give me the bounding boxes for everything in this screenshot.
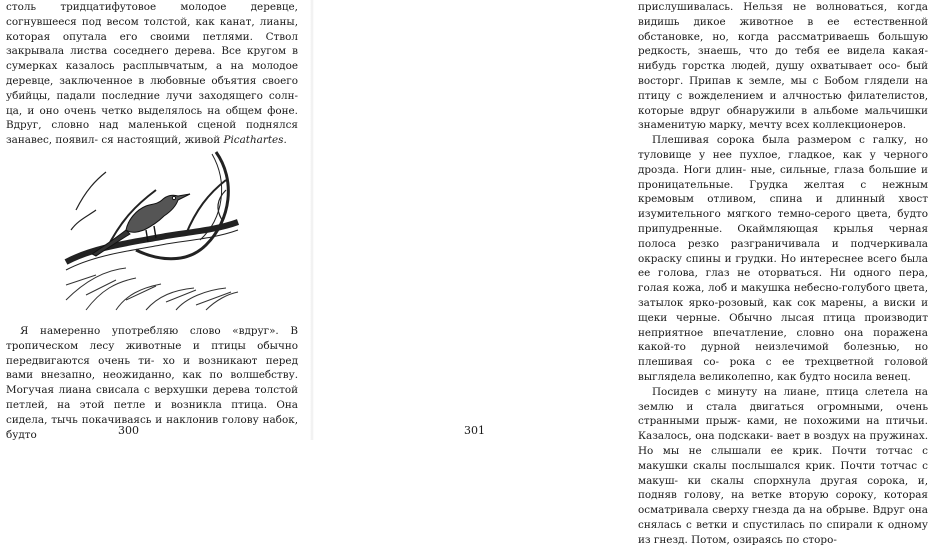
sentence-end: . xyxy=(283,134,287,147)
text-line: спирали к одному из гнезд. Потом, озираясь по сторо- xyxy=(638,518,928,546)
right-paragraphs xyxy=(638,0,928,547)
text-line: по волшебству. Могучая лиана свисала с верхушки дерева xyxy=(6,369,298,397)
text-line: хо и возникают перед вами внезапно, неожиданно, как xyxy=(6,354,298,382)
text-line: скалы послышался крик. Почти тотчас с макуш- xyxy=(638,459,928,487)
text-line: прислушивалась. Нельзя не волноваться, когда видишь xyxy=(638,1,928,28)
text-line: под весом толстой, как канат, лианы, которая опутала xyxy=(6,15,298,43)
left-page xyxy=(0,0,312,440)
text-line: обнаружили в альбоме мальчишки знаменитую марку, xyxy=(638,104,928,132)
text-line: ки скалы спорхнула другая сорока, и, подняв голову, xyxy=(638,474,928,502)
text-line: производит неприятное впечатление, словно она поражена xyxy=(638,311,928,339)
text-line: ся настоящий, живой xyxy=(101,134,224,147)
left-bottom-paragraph xyxy=(6,324,298,442)
text-line: небесно-голубого цвета, затылок ярко-розовый, как сок xyxy=(638,282,928,309)
left-top-paragraph xyxy=(6,0,298,148)
text-line: а на молодое деревце, заключенное в любовные объятия xyxy=(6,60,298,87)
text-line: Посидев с минуту на лиане, птица слетела на землю xyxy=(638,385,928,413)
text-line: оторваться. Ни одного пера, голая кожа, лоб и макушка xyxy=(638,267,928,295)
text-line: с вожделением и алчностью филателистов, которые вдруг xyxy=(638,89,928,117)
text-line: рока с ее трехцветной головой выглядела великолепно, xyxy=(638,356,928,383)
text-line: сидела, тычь покачиваясь и наклонив голову набок, будто xyxy=(6,413,298,441)
text-line: резко разграничивала и подчеркивала окраску спины xyxy=(638,237,928,265)
text-line: словно над маленькой сценой поднялся занавес, появил- xyxy=(6,119,298,147)
text-line: мечту всех коллекционеров. xyxy=(749,119,907,132)
bird-on-liana-illustration xyxy=(66,150,238,310)
text-line: как будто носила венец. xyxy=(777,370,911,383)
text-line: его своими петлями. Ствол закрывала листва соседнего xyxy=(6,30,298,58)
text-line: ные, сильные, глаза большие и проницательные. Грудка xyxy=(638,163,928,191)
page-number-right: 301 xyxy=(464,424,485,437)
text-line: марены, а виски и щеки черные. Обычно лысая птица xyxy=(638,296,928,324)
right-paragraph-3 xyxy=(638,385,928,547)
text-line: толстой петлей, на этой петле и возникла птица. Она xyxy=(6,384,298,411)
text-line: желтая с нежным кремовым отливом, спина и длинный xyxy=(638,178,928,206)
text-line: Я намеренно употребляю слово «вдруг». В тропическом xyxy=(6,325,298,352)
text-line: видела какая-нибудь горстка людей, душу охватывает осо- xyxy=(638,45,928,73)
text-line: и грудки. Но интереснее всего была ее голова, глаз не xyxy=(638,252,928,280)
text-line: лесу животные и птицы обычно передвигаются очень ти- xyxy=(6,339,298,367)
right-paragraph-2 xyxy=(638,133,928,385)
text-line: столь тридцатифутовое молодое деревце, согнувшееся xyxy=(6,1,298,28)
text-line: на ветке вторую сороку, которая осматривала сверху гнезда xyxy=(638,489,928,517)
text-line: бый восторг. Припав к земле, мы с Бобом глядели на птицу xyxy=(638,60,928,102)
text-line: своего убийцы, падали последние лучи заходящего солн- xyxy=(6,74,298,102)
text-line: вает в воздух на пружинах. Но мы не слышали ее крик. Почти тотчас с макушки xyxy=(638,430,928,472)
text-line: какой-то дурной неизлечимой болезнью, но плешивая со- xyxy=(638,341,928,369)
text-line: и стала двигаться огромными, очень странными прыж- xyxy=(638,400,928,428)
text-line: да на обрыве. Вдруг она снялась с ветки и спустилась по xyxy=(638,504,928,531)
text-line: хвост изумительного мягкого темно-серого цвета, будто xyxy=(638,193,928,221)
right-paragraph-1 xyxy=(638,0,928,133)
text-line: рассматриваешь большую редкость, знаешь, что до тебя ее xyxy=(638,30,928,58)
text-line: дикое животное в ее естественной обстановке, но, когда xyxy=(638,15,928,43)
text-line: припудренные. Окаймляющая крылья черная полоса xyxy=(638,222,928,250)
right-page xyxy=(312,0,928,546)
species-name: Picathartes xyxy=(223,134,284,147)
text-line: ками, не похожими на птичьи. Казалось, она подскаки- xyxy=(638,415,928,443)
page-number-left: 300 xyxy=(118,424,139,437)
text-line: дерева. Все кругом в сумерках казалось расплывчатым, xyxy=(6,45,298,73)
text-line: ца, и оно очень четко выделялось на общем фоне. Вдруг, xyxy=(6,104,298,132)
text-line: Плешивая сорока была размером с галку, но туловище xyxy=(638,134,928,161)
text-line: у нее пухлое, гладкое, как у черного дрозда. Ноги длин- xyxy=(638,148,928,176)
